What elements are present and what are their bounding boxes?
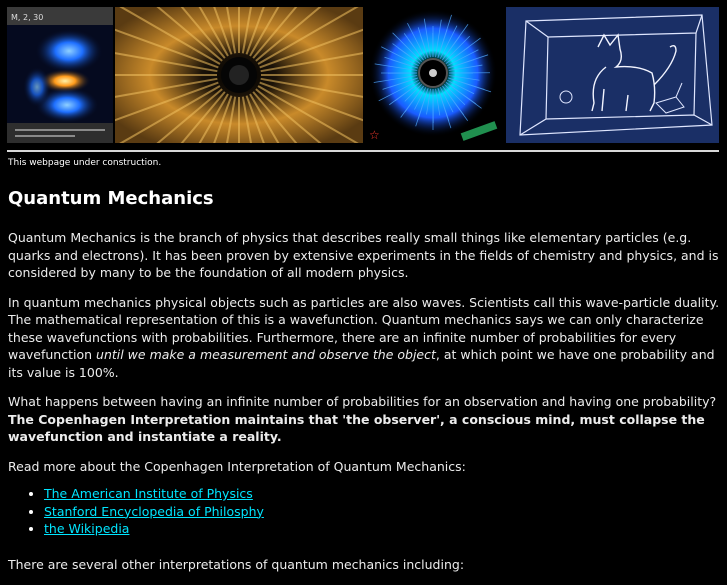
construction-notice: This webpage under construction. bbox=[8, 158, 161, 169]
list-item bbox=[44, 520, 720, 538]
banner-image-schrodinger-cat bbox=[506, 7, 719, 143]
list-item bbox=[44, 485, 720, 503]
duality-text-a: In quantum mechanics physical objects such as particles are also waves. Scientists call this wave-particle duality. The mathematical representation of this is a wavefunction. Quantum mechanics says we can only characterize these wavefunctions with probabilities. Furthermore, there are an infinite number of probabilities for every wavefunction bbox=[8, 295, 719, 363]
duality-text-b: , at which point we have one probability and its value is 100%. bbox=[8, 347, 715, 380]
readout-text: M, 2, 30 bbox=[11, 13, 43, 22]
cat-in-box-drawing bbox=[506, 7, 719, 143]
intro-text: Quantum Mechanics is the branch of physics that describes really small things like elementary particles (e.g. quarks and electrons). It has been proven by extensive experiments in the fields of chemistry and physics, and is considered by many to be the foundation of all modern physics. bbox=[8, 230, 719, 280]
other-interpretations-paragraph bbox=[8, 556, 720, 574]
copenhagen-statement: The Copenhagen Interpretation maintains that 'the observer', a conscious mind, must collapse the wavefunction and instantiate a reality. bbox=[8, 412, 705, 445]
page-title: Quantum Mechanics bbox=[8, 188, 214, 210]
link-american-institute-of-physics[interactable]: The American Institute of Physics bbox=[44, 486, 253, 501]
duality-emphasis: until we make a measurement and observe the object bbox=[96, 347, 436, 362]
intro-paragraph bbox=[8, 229, 720, 282]
svg-text:☆: ☆ bbox=[369, 128, 380, 142]
read-more-text: Read more about the Copenhagen Interpretation of Quantum Mechanics: bbox=[8, 459, 466, 474]
link-stanford-encyclopedia[interactable]: Stanford Encyclopedia of Philosphy bbox=[44, 504, 264, 519]
probability-density-graphic bbox=[7, 7, 113, 143]
header-banner bbox=[7, 7, 719, 143]
banner-image-probability-density bbox=[7, 7, 113, 143]
main-content bbox=[8, 229, 720, 585]
question-paragraph bbox=[8, 393, 720, 446]
reference-links-list bbox=[8, 485, 720, 538]
other-interpretations-text: There are several other interpretations of quantum mechanics including: bbox=[8, 557, 464, 572]
star-logo-icon bbox=[369, 128, 380, 142]
read-more-paragraph bbox=[8, 458, 720, 476]
particle-detector-graphic bbox=[115, 7, 363, 143]
banner-image-particle-detector bbox=[115, 7, 363, 143]
list-item bbox=[44, 503, 720, 521]
question-text: What happens between having an infinite number of probabilities for an observation and having one probability? bbox=[8, 394, 716, 409]
banner-image-collision-event bbox=[365, 7, 504, 143]
collision-tracks-graphic bbox=[365, 7, 504, 143]
link-wikipedia[interactable]: the Wikipedia bbox=[44, 521, 129, 536]
header-divider bbox=[7, 150, 719, 152]
duality-paragraph bbox=[8, 294, 720, 382]
